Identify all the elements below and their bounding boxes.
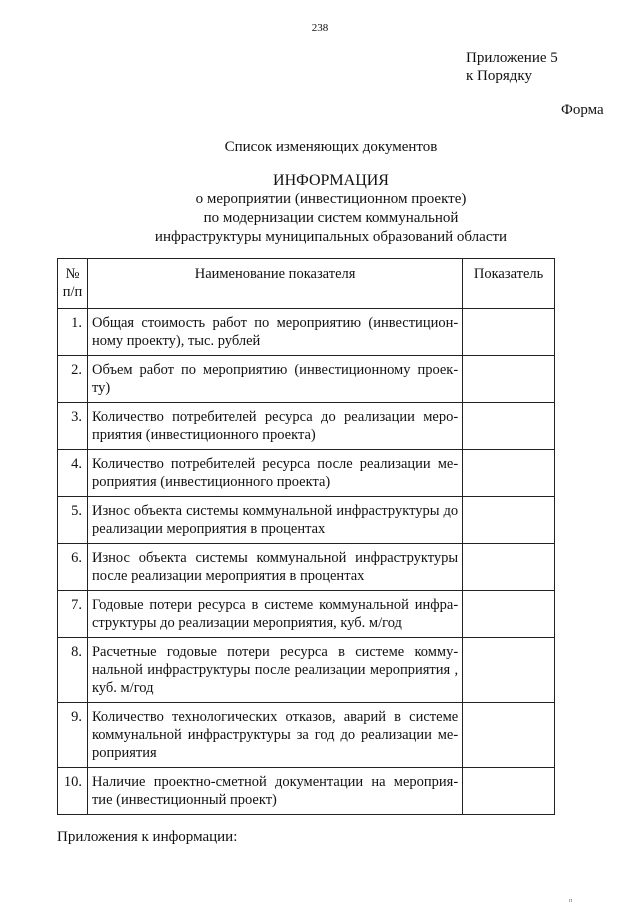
table-row bbox=[58, 768, 555, 815]
row-number: 2. bbox=[58, 356, 88, 403]
heading-line-4: инфраструктуры муниципальных образований области bbox=[154, 229, 508, 245]
attachment-note bbox=[466, 49, 558, 85]
table-row bbox=[58, 403, 555, 450]
table-row bbox=[58, 356, 555, 403]
heading-main: ИНФОРМАЦИЯ bbox=[273, 172, 389, 189]
row-number: 5. bbox=[58, 497, 88, 544]
page-number: 238 bbox=[311, 22, 329, 34]
row-number: 10. bbox=[58, 768, 88, 815]
heading-line-3: по модернизации систем коммунальной bbox=[203, 210, 459, 226]
header-name: Наименование показателя bbox=[87, 259, 462, 309]
attachment-line-1: Приложение 5 bbox=[466, 50, 558, 66]
row-number: 3. bbox=[58, 403, 88, 450]
row-number: 9. bbox=[58, 703, 88, 768]
table-row bbox=[58, 497, 555, 544]
row-number: 6. bbox=[58, 544, 88, 591]
table-row bbox=[58, 638, 555, 703]
indicator-value-cell[interactable] bbox=[463, 768, 555, 815]
row-number: 7. bbox=[58, 591, 88, 638]
footer-note: Приложения к информации: bbox=[57, 829, 238, 845]
table-row bbox=[58, 544, 555, 591]
indicator-value-cell[interactable] bbox=[463, 450, 555, 497]
indicator-name: Количество технологических отказов, аварий в системе коммунальной инфраструктуры за год до реализации ме-роприятия bbox=[87, 703, 462, 768]
table-row bbox=[58, 309, 555, 356]
indicator-name: Объем работ по мероприятию (инвестиционному проек-ту) bbox=[87, 356, 462, 403]
header-value: Показатель bbox=[463, 259, 555, 309]
table-header-row bbox=[58, 259, 555, 309]
indicator-value-cell[interactable] bbox=[463, 544, 555, 591]
indicator-name: Износ объекта системы коммунальной инфраструктуры до реализации мероприятия в процентах bbox=[87, 497, 462, 544]
table-row bbox=[58, 591, 555, 638]
indicators-table bbox=[57, 258, 555, 815]
form-label: Форма bbox=[561, 102, 604, 118]
indicator-value-cell[interactable] bbox=[463, 638, 555, 703]
row-number: 8. bbox=[58, 638, 88, 703]
indicator-value-cell[interactable] bbox=[463, 703, 555, 768]
indicator-name: Количество потребителей ресурса до реализации меро-приятия (инвестиционного проекта) bbox=[87, 403, 462, 450]
indicator-name: Годовые потери ресурса в системе коммунальной инфра-структуры до реализации мероприятия, куб. м/год bbox=[87, 591, 462, 638]
table-row bbox=[58, 450, 555, 497]
row-number: 4. bbox=[58, 450, 88, 497]
indicator-value-cell[interactable] bbox=[463, 497, 555, 544]
indicator-name: Расчетные годовые потери ресурса в системе комму-нальной инфраструктуры после реализации мероприятия , куб. м/год bbox=[87, 638, 462, 703]
indicator-name: Общая стоимость работ по мероприятию (инвестицион-ному проекту), тыс. рублей bbox=[87, 309, 462, 356]
row-number: 1. bbox=[58, 309, 88, 356]
header-num: № п/п bbox=[58, 259, 88, 309]
heading-line-2: о мероприятии (инвестиционном проекте) bbox=[195, 191, 467, 207]
indicator-value-cell[interactable] bbox=[463, 309, 555, 356]
indicator-value-cell[interactable] bbox=[463, 403, 555, 450]
table-body bbox=[58, 309, 555, 815]
indicator-value-cell[interactable] bbox=[463, 356, 555, 403]
indicator-value-cell[interactable] bbox=[463, 591, 555, 638]
indicator-name: Износ объекта системы коммунальной инфраструктуры после реализации мероприятия в процентах bbox=[87, 544, 462, 591]
corner-mark: п bbox=[569, 898, 573, 904]
indicator-name: Наличие проектно-сметной документации на мероприя-тие (инвестиционный проект) bbox=[87, 768, 462, 815]
indicator-name: Количество потребителей ресурса после реализации ме-роприятия (инвестиционного проекта) bbox=[87, 450, 462, 497]
document-heading bbox=[0, 171, 640, 247]
table-row bbox=[58, 703, 555, 768]
doc-list-title: Список изменяющих документов bbox=[224, 139, 438, 155]
attachment-line-2: к Порядку bbox=[466, 68, 532, 84]
